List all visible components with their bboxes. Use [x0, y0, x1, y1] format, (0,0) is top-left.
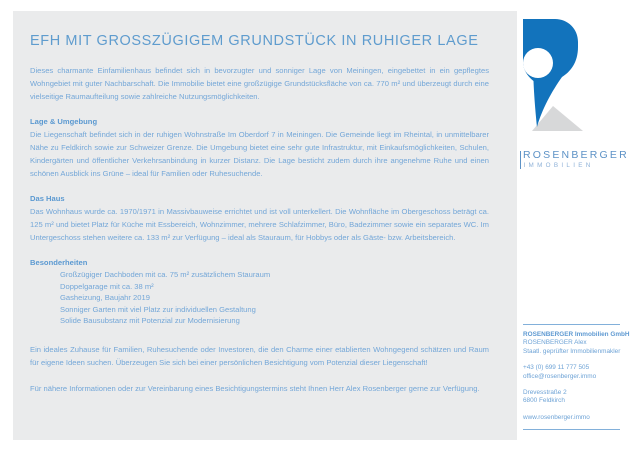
- intro-paragraph: Dieses charmante Einfamilienhaus befindet sich in bevorzugter und sonniger Lage von Meiningen, eingebettet in ein gepflegtes Wohngebiet mit guter Nachbarschaft. Die Immobilie bietet eine großzügige Grundstücksfläche von ca. 770 m² und überzeugt durch eine vielseitige Raumaufteilung sowie zahlreiche Nutzungsmöglichkeiten.: [30, 66, 489, 101]
- page-title: EFH MIT GROSSZÜGIGEM GRUNDSTÜCK IN RUHIGER LAGE: [30, 33, 479, 49]
- contact-email: office@rosenberger.immo: [523, 372, 597, 380]
- feature-item: Sonniger Garten mit viel Platz zur individuellen Gestaltung: [60, 304, 256, 314]
- feature-item: Solide Bausubstanz mit Potenzial zur Modernisierung: [60, 316, 240, 326]
- contact-phone: +43 (0) 699 11 777 505: [523, 364, 590, 372]
- section-heading-haus: Das Haus: [30, 194, 65, 203]
- contact-website: www.rosenberger.immo: [523, 413, 590, 421]
- section-das-haus: [30, 192, 489, 244]
- contact-role: Staatl. geprüfter Immobilienmakler: [523, 347, 621, 355]
- brand-name: ROSENBERGER: [523, 149, 629, 161]
- contact-address-group: [523, 389, 620, 406]
- wordmark-bar: [520, 151, 521, 169]
- contact-company-group: [523, 331, 630, 356]
- brand-wordmark: [520, 150, 630, 170]
- feature-list: [30, 269, 489, 327]
- contact-street: Drevesstraße 2: [523, 389, 567, 397]
- feature-item: Großzügiger Dachboden mit ca. 75 m² zusätzlichem Stauraum: [60, 270, 271, 279]
- section-body-lage: Die Liegenschaft befindet sich in der ruhigen Wohnstraße Im Oberdorf 7 in Meiningen. Die Gemeinde liegt im Rheintal, in unmittelbarer Nähe zu Feldkirch sowie zur Schweizer Grenze. Die Umgebung bietet eine sehr gute Infrastruktur, mit Einkaufsmöglichkeiten, Schulen, Kindergärten und öffentlicher Verkehrsanbindung in kurzer Distanz. Die Lage besticht zudem durch ihre angenehme Ruhe und einen schönen Ausblick ins Grüne – ideal für Familien oder Ruhesuchende.: [30, 130, 489, 178]
- contact-city: 6800 Feldkirch: [523, 397, 565, 405]
- contact-phone-group: [523, 364, 620, 381]
- section-besonderheiten: [30, 256, 489, 327]
- feature-item: Doppelgarage mit ca. 38 m²: [60, 281, 154, 291]
- closing-paragraph-1: Ein ideales Zuhause für Familien, Ruhesuchende oder Investoren, die den Charme einer etablierten Wohngegend schätzen und Raum für eigene Ideen suchen. Überzeugen Sie sich bei einer persönlichen Besichtigung vom Potenzial dieser Liegenschaft!: [30, 344, 489, 367]
- section-body-haus: Das Wohnhaus wurde ca. 1970/1971 in Massivbauweise errichtet und ist voll unterkellert. Die Wohnfläche im Obergeschoss beträgt ca. 125 m² und bietet Platz für Küche mit Essbereich, Wohnzimmer, mehrere Schlafzimmer, Büro, Badezimmer sowie ein separates WC. Im Untergeschoss stehen weitere ca. 133 m² zur Verfügung – ideal als Stauraum, für Hobbys oder als Gäste- bzw. Arbeitsbereich.: [30, 207, 489, 242]
- closing-paragraph-2: Für nähere Informationen oder zur Vereinbarung eines Besichtigungstermins steht Ihnen Herr Alex Rosenberger gerne zur Verfügung.: [30, 383, 480, 393]
- rosenberger-logo-icon: [522, 19, 584, 133]
- brand-subtitle: IMMOBILIEN: [523, 162, 594, 169]
- section-lage-umgebung: [30, 115, 489, 180]
- feature-item: Gasheizung, Baujahr 2019: [60, 293, 150, 303]
- contact-company: ROSENBERGER Immobilien GmbH: [523, 331, 630, 338]
- contact-website-group: [523, 414, 620, 422]
- contact-agent: ROSENBERGER Alex: [523, 339, 587, 347]
- content-sheet: [13, 11, 517, 440]
- section-heading-lage: Lage & Umgebung: [30, 117, 98, 126]
- section-heading-besonderheiten: Besonderheiten: [30, 258, 88, 267]
- contact-block: [523, 324, 630, 430]
